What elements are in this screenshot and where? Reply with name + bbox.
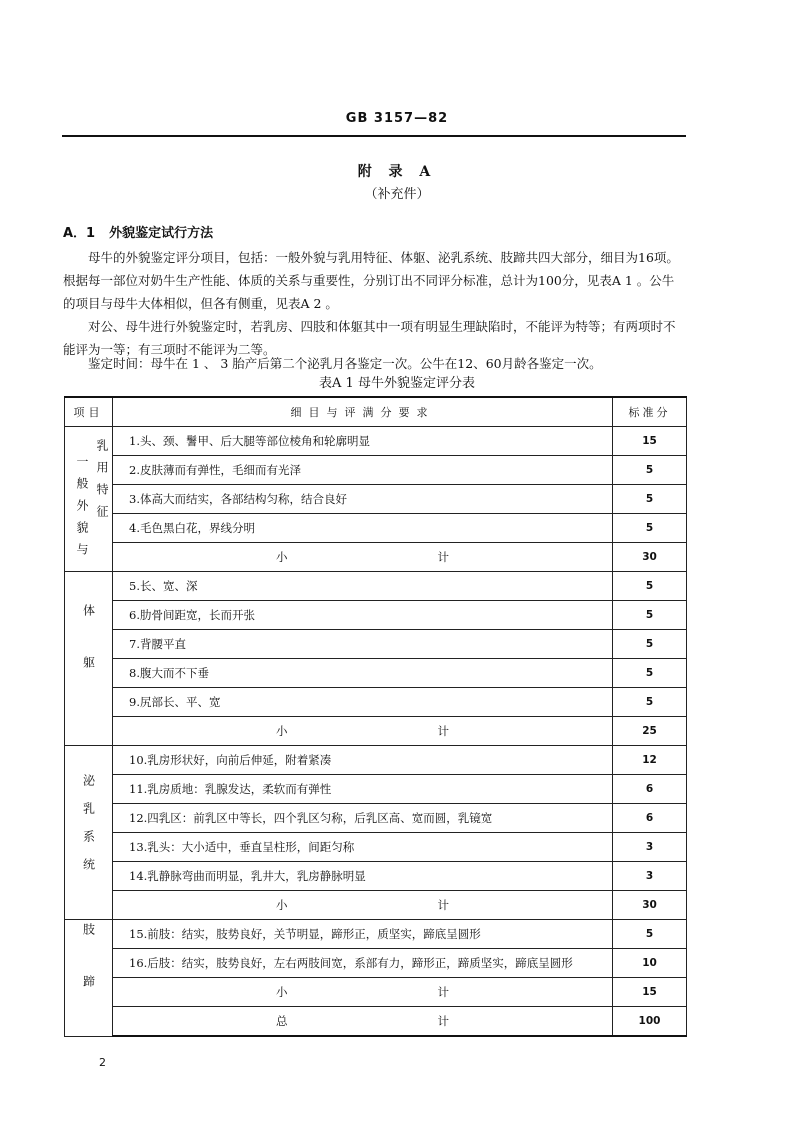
score-cell: 5 — [613, 688, 687, 717]
category-limbs: 肢蹄 — [65, 920, 113, 1037]
paragraph-timing: 鉴定时间：母牛在 1 、 3 胎产后第二个泌乳月各鉴定一次。公牛在12、60月龄各鉴定一次。 — [88, 356, 602, 371]
appendix-title: 附 录 A — [357, 164, 437, 180]
table-row — [65, 862, 687, 891]
requirement-cell: 1.头、颈、鬐甲、后大腿等部位棱角和轮廓明显 — [113, 427, 613, 456]
category-left-label: 一般外貌与 — [75, 455, 89, 565]
requirement-cell: 13.乳头：大小适中，垂直呈柱形，间距匀称 — [113, 833, 613, 862]
table-row — [65, 485, 687, 514]
requirement-cell: 14.乳静脉弯曲而明显，乳井大，乳房静脉明显 — [113, 862, 613, 891]
section-title: 外貌鉴定试行方法 — [109, 226, 214, 241]
standard-code: GB 3157—82 — [345, 111, 449, 126]
requirement-cell: 16.后肢：结实，肢势良好，左右两肢间宽，系部有力，蹄形正，蹄质坚实，蹄底呈圆形 — [113, 949, 613, 978]
subtotal-score: 30 — [613, 891, 687, 920]
table-row — [65, 833, 687, 862]
subtotal-row — [65, 978, 687, 1007]
subtotal-row — [65, 891, 687, 920]
subtotal-label: 小 计 — [113, 717, 613, 746]
score-cell: 15 — [613, 427, 687, 456]
requirement-cell: 3.体高大而结实，各部结构匀称，结合良好 — [113, 485, 613, 514]
table-header-row — [65, 397, 687, 427]
score-cell: 5 — [613, 572, 687, 601]
table-row — [65, 746, 687, 775]
subtotal-score: 15 — [613, 978, 687, 1007]
category-lactation: 泌乳系统 — [65, 746, 113, 920]
subtotal-label: 小 计 — [113, 978, 613, 1007]
score-cell: 5 — [613, 920, 687, 949]
requirement-cell: 15.前肢：结实，肢势良好，关节明显，蹄形正，质坚实，蹄底呈圆形 — [113, 920, 613, 949]
score-cell: 6 — [613, 775, 687, 804]
table-row — [65, 949, 687, 978]
score-table — [64, 396, 687, 1037]
score-cell: 5 — [613, 659, 687, 688]
header-item: 项目 — [65, 397, 113, 427]
paragraph-scoring-items: 母牛的外貌鉴定评分项目，包括：一般外貌与乳用特征、体躯、泌乳系统、肢蹄共四大部分，细目为16项。根据每一部位对奶牛生产性能、体质的关系与重要性，分别订出不同评分标准，总计为100分，见表A 1 。公牛的项目与母牛大体相似，但各有侧重，见表A 2 。 — [63, 250, 679, 311]
header-rule — [62, 135, 686, 137]
appendix-subtitle: （补充件） — [364, 187, 430, 202]
total-label: 总 计 — [113, 1007, 613, 1037]
subtotal-label: 小 计 — [113, 543, 613, 572]
score-cell: 3 — [613, 862, 687, 891]
score-cell: 10 — [613, 949, 687, 978]
table-row — [65, 427, 687, 456]
score-cell: 5 — [613, 601, 687, 630]
requirement-cell: 10.乳房形状好，向前后伸延，附着紧凑 — [113, 746, 613, 775]
table-row — [65, 514, 687, 543]
total-score: 100 — [613, 1007, 687, 1037]
score-cell: 5 — [613, 514, 687, 543]
requirement-cell: 11.乳房质地：乳腺发达，柔软而有弹性 — [113, 775, 613, 804]
subtotal-row — [65, 717, 687, 746]
score-cell: 5 — [613, 456, 687, 485]
requirement-cell: 5.长、宽、深 — [113, 572, 613, 601]
subtotal-row — [65, 543, 687, 572]
category-body: 体躯 — [65, 572, 113, 746]
section-number: A．1 — [63, 226, 96, 241]
table-row — [65, 630, 687, 659]
category-right-label: 乳用特征 — [95, 439, 109, 527]
table-row — [65, 920, 687, 949]
table-row — [65, 601, 687, 630]
requirement-cell: 9.尻部长、平、宽 — [113, 688, 613, 717]
table-row — [65, 659, 687, 688]
total-row — [65, 1007, 687, 1037]
header-score: 标准分 — [613, 397, 687, 427]
score-cell: 5 — [613, 485, 687, 514]
requirement-cell: 12.四乳区：前乳区中等长，四个乳区匀称，后乳区高、宽而圆，乳镜宽 — [113, 804, 613, 833]
subtotal-score: 25 — [613, 717, 687, 746]
requirement-cell: 7.背腰平直 — [113, 630, 613, 659]
paragraph-defects: 对公、母牛进行外貌鉴定时，若乳房、四肢和体躯其中一项有明显生理缺陷时，不能评为特等；有两项时不能评为一等；有三项时不能评为二等。 — [63, 319, 676, 357]
section-heading — [63, 222, 213, 241]
table-row — [65, 804, 687, 833]
table-caption: 表A 1 母牛外貌鉴定评分表 — [319, 376, 475, 391]
score-cell: 6 — [613, 804, 687, 833]
requirement-cell: 4.毛色黑白花，界线分明 — [113, 514, 613, 543]
requirement-cell: 8.腹大而不下垂 — [113, 659, 613, 688]
category-general — [65, 427, 113, 572]
requirement-cell: 2.皮肤薄而有弹性，毛细而有光泽 — [113, 456, 613, 485]
score-cell: 5 — [613, 630, 687, 659]
page-number: 2 — [99, 1056, 106, 1069]
table-row — [65, 688, 687, 717]
table-row — [65, 456, 687, 485]
table-row — [65, 572, 687, 601]
table-row — [65, 775, 687, 804]
requirement-cell: 6.肋骨间距宽，长而开张 — [113, 601, 613, 630]
subtotal-label: 小 计 — [113, 891, 613, 920]
header-requirement: 细目与评满分要求 — [113, 397, 613, 427]
subtotal-score: 30 — [613, 543, 687, 572]
score-cell: 3 — [613, 833, 687, 862]
score-cell: 12 — [613, 746, 687, 775]
